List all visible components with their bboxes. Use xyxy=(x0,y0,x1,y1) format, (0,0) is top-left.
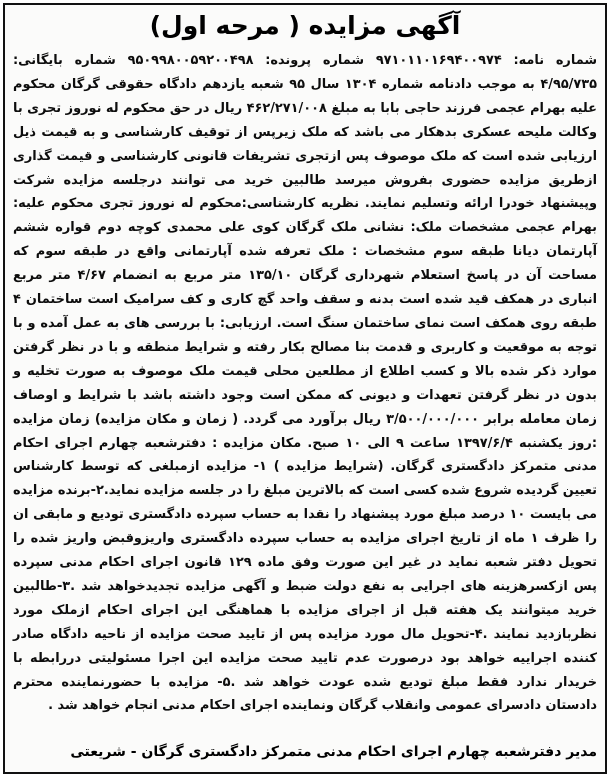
notice-signature: مدیر دفترشعبه چهارم اجرای احکام مدنی متمرکز دادگستری گرگان - شریعتی xyxy=(70,744,597,760)
notice-title: آگهی مزایده ( مرحه اول) xyxy=(149,11,461,40)
notice-body: شماره نامه: ۹۷۱۰۱۱۰۱۶۹۴۰۰۹۷۴ شماره پرونده: ۹۵۰۹۹۸۰۰۵۹۲۰۰۴۹۸ شماره بایگانی: ۴/۹۵/۷۳۵ به موجب دادنامه شماره ۱۳۰۴ سال ۹۵ شعبه یازدهم دادگاه حقوقی گرگان محکوم علیه بهرام عجمی فرزند حاجی بابا به مبلغ ۴۶۲/۲۷۱/۰۰۸ ریال در حق محکوم له نوروز تجری با وکالت ملیحه عسکری بدهکار می باشد که ملک زیرپس از توقیف کارشناسی و به قیمت ذیل ارزیابی شده است که ملک موصوف پس ازتجری تشریفات قانونی کارشناسی و قیمت گذاری ازطریق مزایده حضوری بفروش میرسد طالبین خرید می توانند درجلسه مزایده شرکت وپیشنهاد خودرا ارائه وتسلیم نمایند. نظریه کارشناسی:محکوم له نوروز تجری محکوم علیه: بهرام عجمی مشخصات ملک: نشانی ملک گرگان کوی علی محمدی کوچه دوم قواره ششم آپارتمان دیانا طبقه سوم مشخصات : ملک تعرفه شده آپارتمانی واقع در طبقه سوم که مساحت آن در پاسخ استعلام شهرداری گرگان ۱۳۵/۱۰ متر مربع به انضمام ۴/۶۷ متر مربع انباری در همکف قید شده است بدنه و سقف واحد گچ کاری و کف سرامیک است ساختمان ۴ طبقه روی همکف است نمای ساختمان سنگ است. ارزیابی: با بررسی های به عمل آمده و با توجه به موقعیت و کاربری و قدمت بنا مصالح بکار رفته و شرایط منطقه و با در نظر گرفتن موارد ذکر شده بالا و کسب اطلاع از مطلعین محلی قیمت ملک موصوف به صورت تخلیه و بدون در نظر گرفتن تعهدات و دیونی که ممکن است وجود داشته باشد با شرایط و اوصاف زمان معامله برابر ۳/۵۰۰/۰۰۰/۰۰۰ ریال برآورد می گردد. ( زمان و مکان مزایده) زمان مزایده :روز یکشنبه ۱۳۹۷/۶/۴ ساعت ۹ الی ۱۰ صبح. مکان مزایده : دفترشعبه چهارم اجرای احکام مدنی متمرکز دادگستری گرگان. (شرایط مزایده ) ۱- مزایده ازمبلغی که توسط کارشناس تعیین گردیده شروع شده کسی است که بالاترین مبلغ را در جلسه مزایده نماید.۲-برنده مزایده می بایست ۱۰ درصد مبلغ مورد پیشنهاد را نقدا به حساب سپرده دادگستری تودیع و مابقی ان را ظرف ۱ ماه از تاریخ اجرای مزایده به حساب سپرده دادگستری واریزوقبض واریز شده را تحویل دفتر شعبه نماید در غیر این صورت وفق ماده ۱۲۹ قانون اجرای احکام مدنی سپرده پس ازکسرهزینه های اجرایی به نفع دولت ضبط و آگهی مزایده تجدیدخواهد شد .۳-طالبین خرید میتوانند یک هفته قبل از اجرای مزایده با هماهنگی این اجرای احکام ازملک مورد نظربازدید نمایند .۴-تحویل مال مورد مزایده پس از تایید صحت مزایده از ناحیه دادگاه صادر کننده اجراییه خواهد بود درصورت عدم تایید صحت مزایده این اجرا مسئولیتی دررابطه با خریدار ندارد فقط مبلغ تودیع شده عودت خواهد شد .۵- مزایده با حضورنماینده محترم دادستان دادسرای عمومی وانقلاب گرگان ونماینده اجرای احکام مدنی انجام خواهد شد . xyxy=(13,53,598,714)
notice-frame xyxy=(3,3,607,774)
